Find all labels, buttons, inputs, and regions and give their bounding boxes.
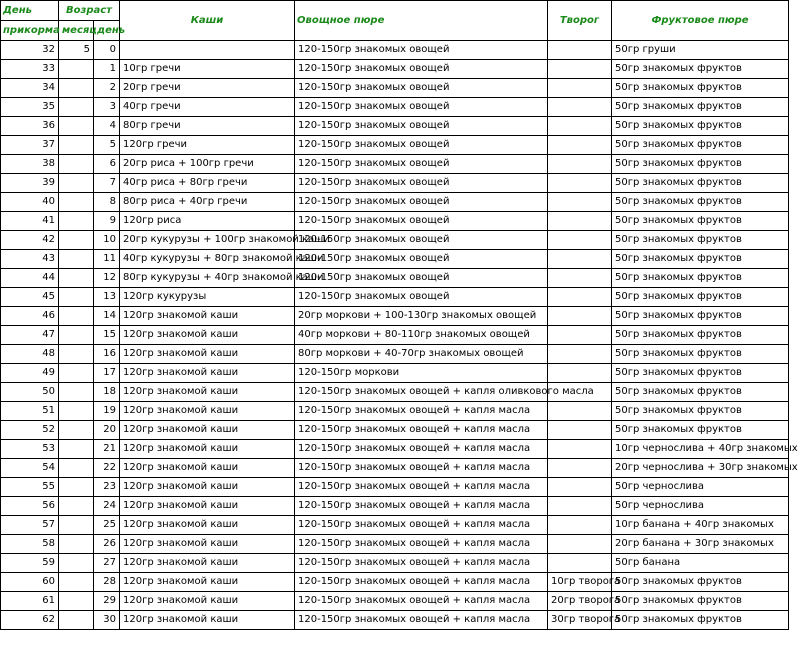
cell-porridge[interactable]: 120гр знакомой каши: [120, 573, 295, 592]
cell-age-day[interactable]: 9: [94, 212, 120, 231]
cell-month[interactable]: [59, 554, 94, 573]
table-row: [1, 459, 789, 478]
table-row: [1, 212, 789, 231]
cell-curd[interactable]: [548, 231, 612, 250]
cell-month[interactable]: [59, 250, 94, 269]
table-row: [1, 250, 789, 269]
cell-porridge[interactable]: 120гр знакомой каши: [120, 345, 295, 364]
cell-veg[interactable]: 120-150гр знакомых овощей + капля масла: [295, 554, 548, 573]
cell-month[interactable]: [59, 193, 94, 212]
cell-fruit[interactable]: 50гр знакомых фруктов: [612, 136, 789, 155]
cell-month[interactable]: [59, 326, 94, 345]
table-row: [1, 440, 789, 459]
cell-fruit[interactable]: 50гр знакомых фруктов: [612, 193, 789, 212]
cell-fruit[interactable]: 50гр знакомых фруктов: [612, 269, 789, 288]
cell-month[interactable]: [59, 535, 94, 554]
cell-day[interactable]: 53: [1, 440, 59, 459]
cell-day[interactable]: 40: [1, 193, 59, 212]
table-row: [1, 554, 789, 573]
header-months[interactable]: месяц: [59, 21, 94, 41]
cell-porridge[interactable]: 40гр кукурузы + 80гр знакомой каши: [120, 250, 295, 269]
cell-curd[interactable]: [548, 326, 612, 345]
cell-day[interactable]: 32: [1, 41, 59, 60]
cell-fruit[interactable]: 50гр чернослива: [612, 478, 789, 497]
table-row: [1, 345, 789, 364]
cell-veg[interactable]: 120-150гр знакомых овощей + капля масла: [295, 459, 548, 478]
table-row: [1, 364, 789, 383]
header-row-1: [1, 1, 789, 21]
cell-fruit[interactable]: 50гр знакомых фруктов: [612, 212, 789, 231]
header-veg[interactable]: Овощное пюре: [295, 1, 548, 41]
table-row: [1, 307, 789, 326]
cell-age-day[interactable]: 28: [94, 573, 120, 592]
table-row: [1, 516, 789, 535]
cell-fruit[interactable]: 50гр знакомых фруктов: [612, 250, 789, 269]
cell-curd[interactable]: [548, 440, 612, 459]
cell-porridge[interactable]: 120гр знакомой каши: [120, 497, 295, 516]
cell-age-day[interactable]: 20: [94, 421, 120, 440]
cell-age-day[interactable]: 4: [94, 117, 120, 136]
cell-day[interactable]: 52: [1, 421, 59, 440]
cell-age-day[interactable]: 29: [94, 592, 120, 611]
header-porridge[interactable]: Каши: [120, 1, 295, 41]
cell-age-day[interactable]: 5: [94, 136, 120, 155]
cell-fruit[interactable]: 50гр груши: [612, 41, 789, 60]
cell-porridge[interactable]: 120гр знакомой каши: [120, 326, 295, 345]
header-day-line1[interactable]: День: [1, 1, 59, 21]
cell-curd[interactable]: [548, 269, 612, 288]
cell-age-day[interactable]: 26: [94, 535, 120, 554]
cell-age-day[interactable]: 18: [94, 383, 120, 402]
table-row: [1, 117, 789, 136]
cell-age-day[interactable]: 27: [94, 554, 120, 573]
cell-porridge[interactable]: 120гр знакомой каши: [120, 383, 295, 402]
cell-veg[interactable]: 120-150гр знакомых овощей: [295, 212, 548, 231]
cell-curd[interactable]: [548, 535, 612, 554]
cell-curd[interactable]: [548, 174, 612, 193]
cell-curd[interactable]: 30гр творога: [548, 611, 612, 630]
cell-day[interactable]: 44: [1, 269, 59, 288]
cell-fruit[interactable]: 50гр знакомых фруктов: [612, 174, 789, 193]
cell-age-day[interactable]: 23: [94, 478, 120, 497]
cell-fruit[interactable]: 50гр знакомых фруктов: [612, 288, 789, 307]
table-row: [1, 478, 789, 497]
cell-porridge[interactable]: 120гр знакомой каши: [120, 440, 295, 459]
cell-porridge[interactable]: 80гр кукурузы + 40гр знакомой каши: [120, 269, 295, 288]
cell-day[interactable]: 42: [1, 231, 59, 250]
cell-veg[interactable]: 120-150гр знакомых овощей: [295, 288, 548, 307]
cell-curd[interactable]: [548, 60, 612, 79]
cell-curd[interactable]: [548, 307, 612, 326]
cell-age-day[interactable]: 25: [94, 516, 120, 535]
cell-veg[interactable]: 120-150гр знакомых овощей: [295, 250, 548, 269]
cell-age-day[interactable]: 30: [94, 611, 120, 630]
table-row: [1, 611, 789, 630]
cell-age-day[interactable]: 1: [94, 60, 120, 79]
cell-day[interactable]: 49: [1, 364, 59, 383]
table-row: [1, 535, 789, 554]
cell-day[interactable]: 47: [1, 326, 59, 345]
cell-veg[interactable]: 120-150гр моркови: [295, 364, 548, 383]
cell-day[interactable]: 59: [1, 554, 59, 573]
table-row: [1, 231, 789, 250]
cell-porridge[interactable]: 80гр риса + 40гр гречи: [120, 193, 295, 212]
cell-fruit[interactable]: 50гр знакомых фруктов: [612, 573, 789, 592]
cell-age-day[interactable]: 19: [94, 402, 120, 421]
table-row: [1, 402, 789, 421]
header-fruit[interactable]: Фруктовое пюре: [612, 1, 789, 41]
cell-curd[interactable]: [548, 345, 612, 364]
cell-month[interactable]: [59, 288, 94, 307]
cell-day[interactable]: 46: [1, 307, 59, 326]
cell-curd[interactable]: [548, 421, 612, 440]
cell-month[interactable]: [59, 611, 94, 630]
cell-month[interactable]: [59, 155, 94, 174]
cell-curd[interactable]: [548, 554, 612, 573]
cell-curd[interactable]: [548, 497, 612, 516]
cell-fruit[interactable]: 10гр банана + 40гр знакомых: [612, 516, 789, 535]
cell-age-day[interactable]: 6: [94, 155, 120, 174]
cell-month[interactable]: [59, 402, 94, 421]
cell-age-day[interactable]: 7: [94, 174, 120, 193]
cell-veg[interactable]: 120-150гр знакомых овощей: [295, 155, 548, 174]
cell-porridge[interactable]: 80гр гречи: [120, 117, 295, 136]
cell-fruit[interactable]: 50гр банана: [612, 554, 789, 573]
cell-month[interactable]: [59, 383, 94, 402]
cell-fruit[interactable]: 50гр знакомых фруктов: [612, 402, 789, 421]
cell-month[interactable]: [59, 269, 94, 288]
cell-fruit[interactable]: 50гр знакомых фруктов: [612, 611, 789, 630]
cell-fruit[interactable]: 50гр знакомых фруктов: [612, 307, 789, 326]
cell-age-day[interactable]: 24: [94, 497, 120, 516]
cell-porridge[interactable]: 10гр гречи: [120, 60, 295, 79]
cell-month[interactable]: [59, 98, 94, 117]
cell-porridge[interactable]: 120гр знакомой каши: [120, 421, 295, 440]
cell-day[interactable]: 34: [1, 79, 59, 98]
cell-month[interactable]: [59, 345, 94, 364]
cell-veg[interactable]: 20гр моркови + 100-130гр знакомых овощей: [295, 307, 548, 326]
cell-veg[interactable]: 120-150гр знакомых овощей: [295, 136, 548, 155]
cell-porridge[interactable]: 120гр знакомой каши: [120, 535, 295, 554]
cell-month[interactable]: 5: [59, 41, 94, 60]
cell-age-day[interactable]: 22: [94, 459, 120, 478]
cell-fruit[interactable]: 50гр знакомых фруктов: [612, 155, 789, 174]
table-row: [1, 421, 789, 440]
table-row: [1, 155, 789, 174]
cell-month[interactable]: [59, 459, 94, 478]
cell-day[interactable]: 45: [1, 288, 59, 307]
cell-curd[interactable]: [548, 41, 612, 60]
cell-veg[interactable]: 120-150гр знакомых овощей + капля масла: [295, 440, 548, 459]
cell-age-day[interactable]: 13: [94, 288, 120, 307]
cell-veg[interactable]: 120-150гр знакомых овощей: [295, 60, 548, 79]
cell-porridge[interactable]: 120гр знакомой каши: [120, 307, 295, 326]
cell-month[interactable]: [59, 573, 94, 592]
cell-curd[interactable]: [548, 364, 612, 383]
table-row: [1, 326, 789, 345]
cell-month[interactable]: [59, 136, 94, 155]
cell-fruit[interactable]: 20гр чернослива + 30гр знакомых: [612, 459, 789, 478]
cell-day[interactable]: 55: [1, 478, 59, 497]
cell-day[interactable]: 51: [1, 402, 59, 421]
cell-curd[interactable]: [548, 155, 612, 174]
cell-day[interactable]: 41: [1, 212, 59, 231]
cell-veg[interactable]: 120-150гр знакомых овощей + капля масла: [295, 478, 548, 497]
cell-veg[interactable]: 120-150гр знакомых овощей: [295, 41, 548, 60]
table-row: [1, 136, 789, 155]
cell-veg[interactable]: 120-150гр знакомых овощей + капля масла: [295, 573, 548, 592]
cell-month[interactable]: [59, 516, 94, 535]
cell-porridge[interactable]: 20гр риса + 100гр гречи: [120, 155, 295, 174]
cell-curd[interactable]: [548, 98, 612, 117]
cell-veg[interactable]: 120-150гр знакомых овощей: [295, 117, 548, 136]
cell-age-day[interactable]: 21: [94, 440, 120, 459]
cell-curd[interactable]: [548, 516, 612, 535]
cell-day[interactable]: 62: [1, 611, 59, 630]
cell-age-day[interactable]: 2: [94, 79, 120, 98]
cell-veg[interactable]: 120-150гр знакомых овощей + капля масла: [295, 421, 548, 440]
header-days[interactable]: день: [94, 21, 120, 41]
cell-day[interactable]: 35: [1, 98, 59, 117]
cell-curd[interactable]: [548, 193, 612, 212]
cell-veg[interactable]: 120-150гр знакомых овощей + капля масла: [295, 497, 548, 516]
cell-age-day[interactable]: 11: [94, 250, 120, 269]
cell-day[interactable]: 48: [1, 345, 59, 364]
cell-fruit[interactable]: 20гр банана + 30гр знакомых: [612, 535, 789, 554]
cell-fruit[interactable]: 50гр знакомых фруктов: [612, 117, 789, 136]
cell-age-day[interactable]: 10: [94, 231, 120, 250]
cell-porridge[interactable]: 120гр гречи: [120, 136, 295, 155]
cell-fruit[interactable]: 50гр знакомых фруктов: [612, 326, 789, 345]
cell-month[interactable]: [59, 174, 94, 193]
cell-fruit[interactable]: 50гр знакомых фруктов: [612, 345, 789, 364]
cell-day[interactable]: 57: [1, 516, 59, 535]
cell-day[interactable]: 61: [1, 592, 59, 611]
cell-veg[interactable]: 120-150гр знакомых овощей + капля масла: [295, 516, 548, 535]
cell-fruit[interactable]: 50гр знакомых фруктов: [612, 383, 789, 402]
header-age[interactable]: Возраст: [59, 1, 120, 21]
cell-porridge[interactable]: [120, 41, 295, 60]
cell-porridge[interactable]: 120гр знакомой каши: [120, 402, 295, 421]
cell-veg[interactable]: 120-150гр знакомых овощей: [295, 193, 548, 212]
cell-month[interactable]: [59, 117, 94, 136]
cell-curd[interactable]: [548, 402, 612, 421]
cell-porridge[interactable]: 120гр знакомой каши: [120, 592, 295, 611]
cell-porridge[interactable]: 120гр знакомой каши: [120, 364, 295, 383]
cell-age-day[interactable]: 16: [94, 345, 120, 364]
cell-curd[interactable]: [548, 212, 612, 231]
cell-curd[interactable]: [548, 117, 612, 136]
table-row: [1, 497, 789, 516]
cell-porridge[interactable]: 120гр риса: [120, 212, 295, 231]
cell-curd[interactable]: 10гр творога: [548, 573, 612, 592]
cell-porridge[interactable]: 120гр знакомой каши: [120, 611, 295, 630]
cell-fruit[interactable]: 50гр знакомых фруктов: [612, 98, 789, 117]
cell-porridge[interactable]: 20гр кукурузы + 100гр знакомой каши: [120, 231, 295, 250]
table-row: [1, 592, 789, 611]
cell-fruit[interactable]: 10гр чернослива + 40гр знакомых: [612, 440, 789, 459]
cell-porridge[interactable]: 120гр знакомой каши: [120, 478, 295, 497]
table-row: [1, 60, 789, 79]
cell-fruit[interactable]: 50гр чернослива: [612, 497, 789, 516]
cell-month[interactable]: [59, 307, 94, 326]
cell-day[interactable]: 38: [1, 155, 59, 174]
header-curd[interactable]: Творог: [548, 1, 612, 41]
cell-fruit[interactable]: 50гр знакомых фруктов: [612, 60, 789, 79]
cell-porridge[interactable]: 120гр знакомой каши: [120, 554, 295, 573]
cell-veg[interactable]: 120-150гр знакомых овощей: [295, 231, 548, 250]
cell-curd[interactable]: [548, 288, 612, 307]
cell-month[interactable]: [59, 592, 94, 611]
cell-fruit[interactable]: 50гр знакомых фруктов: [612, 364, 789, 383]
cell-day[interactable]: 36: [1, 117, 59, 136]
header-day-line2[interactable]: прикорма: [1, 21, 59, 41]
cell-curd[interactable]: [548, 250, 612, 269]
cell-day[interactable]: 58: [1, 535, 59, 554]
cell-veg[interactable]: 120-150гр знакомых овощей: [295, 98, 548, 117]
table-row: [1, 193, 789, 212]
cell-day[interactable]: 37: [1, 136, 59, 155]
cell-month[interactable]: [59, 60, 94, 79]
table-row: [1, 269, 789, 288]
cell-month[interactable]: [59, 231, 94, 250]
table-row: [1, 174, 789, 193]
cell-month[interactable]: [59, 440, 94, 459]
cell-age-day[interactable]: 14: [94, 307, 120, 326]
cell-day[interactable]: 56: [1, 497, 59, 516]
cell-veg[interactable]: 120-150гр знакомых овощей: [295, 174, 548, 193]
cell-curd[interactable]: [548, 79, 612, 98]
cell-fruit[interactable]: 50гр знакомых фруктов: [612, 421, 789, 440]
cell-porridge[interactable]: 120гр знакомой каши: [120, 516, 295, 535]
cell-curd[interactable]: [548, 459, 612, 478]
table-row: [1, 383, 789, 402]
cell-day[interactable]: 54: [1, 459, 59, 478]
table-row: [1, 79, 789, 98]
cell-curd[interactable]: 20гр творога: [548, 592, 612, 611]
cell-veg[interactable]: 120-150гр знакомых овощей + капля масла: [295, 402, 548, 421]
cell-fruit[interactable]: 50гр знакомых фруктов: [612, 79, 789, 98]
cell-veg[interactable]: 120-150гр знакомых овощей + капля оливкового масла: [295, 383, 548, 402]
cell-day[interactable]: 50: [1, 383, 59, 402]
cell-porridge[interactable]: 120гр знакомой каши: [120, 459, 295, 478]
cell-month[interactable]: [59, 212, 94, 231]
cell-porridge[interactable]: 40гр риса + 80гр гречи: [120, 174, 295, 193]
cell-age-day[interactable]: 0: [94, 41, 120, 60]
cell-day[interactable]: 43: [1, 250, 59, 269]
cell-age-day[interactable]: 15: [94, 326, 120, 345]
cell-age-day[interactable]: 17: [94, 364, 120, 383]
cell-day[interactable]: 39: [1, 174, 59, 193]
cell-day[interactable]: 33: [1, 60, 59, 79]
cell-month[interactable]: [59, 79, 94, 98]
cell-curd[interactable]: [548, 136, 612, 155]
cell-veg[interactable]: 80гр моркови + 40-70гр знакомых овощей: [295, 345, 548, 364]
cell-porridge[interactable]: 40гр гречи: [120, 98, 295, 117]
cell-month[interactable]: [59, 421, 94, 440]
cell-month[interactable]: [59, 478, 94, 497]
cell-age-day[interactable]: 12: [94, 269, 120, 288]
cell-veg[interactable]: 120-150гр знакомых овощей + капля масла: [295, 611, 548, 630]
cell-veg[interactable]: 40гр моркови + 80-110гр знакомых овощей: [295, 326, 548, 345]
table-row: [1, 573, 789, 592]
cell-age-day[interactable]: 8: [94, 193, 120, 212]
table-row: [1, 41, 789, 60]
table-row: [1, 288, 789, 307]
cell-veg[interactable]: 120-150гр знакомых овощей: [295, 269, 548, 288]
cell-fruit[interactable]: 50гр знакомых фруктов: [612, 231, 789, 250]
table-row: [1, 98, 789, 117]
cell-month[interactable]: [59, 364, 94, 383]
cell-curd[interactable]: [548, 478, 612, 497]
cell-porridge[interactable]: 20гр гречи: [120, 79, 295, 98]
cell-age-day[interactable]: 3: [94, 98, 120, 117]
cell-porridge[interactable]: 120гр кукурузы: [120, 288, 295, 307]
cell-month[interactable]: [59, 497, 94, 516]
cell-veg[interactable]: 120-150гр знакомых овощей + капля масла: [295, 535, 548, 554]
cell-veg[interactable]: 120-150гр знакомых овощей: [295, 79, 548, 98]
cell-day[interactable]: 60: [1, 573, 59, 592]
cell-fruit[interactable]: 50гр знакомых фруктов: [612, 592, 789, 611]
cell-veg[interactable]: 120-150гр знакомых овощей + капля масла: [295, 592, 548, 611]
